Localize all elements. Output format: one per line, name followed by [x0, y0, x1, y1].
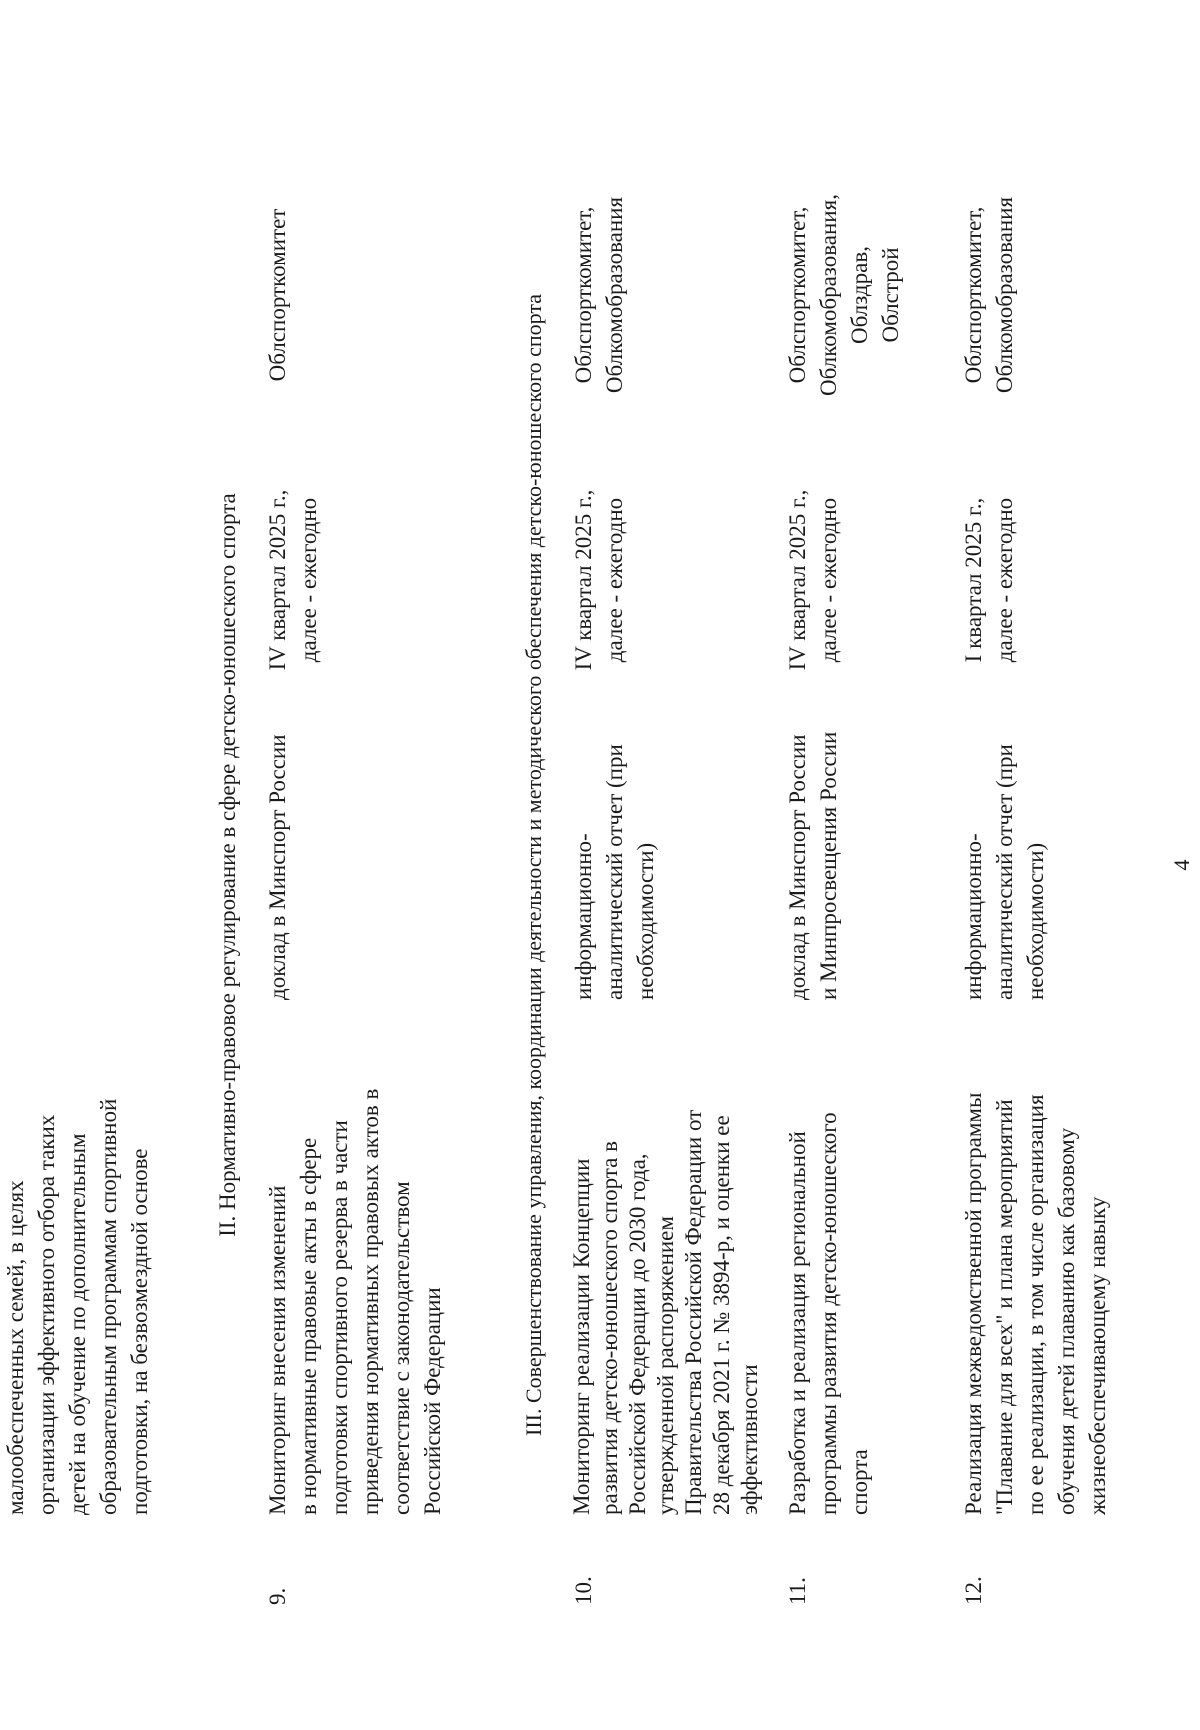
event-line: программы развития детско-юношеского [816, 1112, 841, 1515]
row-number: 9. [265, 1587, 290, 1605]
row-event [958, 1005, 1113, 1515]
event-line: Мониторинг реализации Концепции [569, 1158, 594, 1515]
event-line: Разработка и реализация региональной [785, 1131, 810, 1515]
event-line: обучения детей плаванию как базовому [1054, 1127, 1079, 1515]
responsible-line: Облспорткомитет, [961, 206, 986, 384]
responsible-line: Облкомобразования [992, 196, 1017, 394]
intro-line: малообеспеченных семей, в целях [3, 1180, 28, 1515]
row-result [958, 700, 1051, 1000]
event-line: по ее реализации, в том числе организация [1023, 1094, 1048, 1515]
page-number: 4 [1169, 859, 1194, 871]
result-line: необходимости) [1023, 842, 1048, 1000]
responsible-line: Облздрав, [847, 246, 872, 344]
event-line: "Плавание для всех" и плана мероприятий [992, 1099, 1017, 1515]
event-line: соответствие с законодательством [389, 1181, 414, 1515]
event-line: подготовки спортивного резерва в части [327, 1120, 352, 1515]
deadline-line: IV квартал 2025 г., [571, 489, 596, 671]
deadline-line: далее - ежегодно [816, 497, 841, 663]
row-responsible [262, 145, 293, 445]
row-responsible [568, 145, 630, 445]
event-line: Реализация межведомственной программы [961, 1092, 986, 1515]
event-line: жизнеобеспечивающему навыку [1085, 1196, 1110, 1515]
event-line: спорта [847, 1449, 872, 1515]
responsible-line: Облстрой [878, 247, 903, 343]
row-number: 12. [961, 1576, 986, 1605]
responsible-line: Облспорткомитет [265, 208, 290, 382]
row-responsible [958, 145, 1020, 445]
responsible-line: Облспорткомитет, [571, 206, 596, 384]
row-result [262, 700, 293, 1000]
event-line: Правительства Российской Федерации от [681, 1109, 706, 1515]
row-event [262, 1005, 448, 1515]
section-3-title: III. Совершенствование управления, координации деятельности и методического обеспечения детско-юношеского спорта [521, 294, 546, 1436]
row-number: 11. [785, 1577, 810, 1605]
deadline-line: далее - ежегодно [296, 497, 321, 663]
result-line: необходимости) [633, 842, 658, 1000]
result-line: аналитический отчет (при [992, 744, 1017, 1000]
intro-continuation [0, 1005, 155, 1515]
row-deadline [568, 470, 630, 690]
deadline-line: IV квартал 2025 г., [785, 489, 810, 671]
result-line: и Минпросвещения России [816, 731, 841, 1000]
row-event [568, 1005, 764, 1515]
deadline-line: I квартал 2025 г., [961, 497, 986, 663]
intro-line: детей на обучение по дополнительным [65, 1133, 90, 1515]
result-line: аналитический отчет (при [602, 744, 627, 1000]
event-line: утвержденной распоряжением [653, 1216, 678, 1515]
event-line: 28 декабря 2021 г. № 3894-р, и оценки ее [709, 1115, 734, 1515]
event-line: Российской Федерации [420, 1287, 445, 1515]
event-line: приведения нормативных правовых актов в [358, 1088, 383, 1515]
row-result [568, 700, 661, 1000]
responsible-line: Облкомобразования [602, 196, 627, 394]
row-event [782, 1005, 875, 1515]
row-responsible [782, 145, 906, 445]
intro-line: образовательным программам спортивной [96, 1098, 121, 1515]
row-result [782, 700, 844, 1000]
responsible-line: Облспорткомитет, [785, 206, 810, 384]
responsible-line: Облкомобразования, [816, 194, 841, 396]
result-line: информационно- [961, 833, 986, 1000]
deadline-line: IV квартал 2025 г., [265, 489, 290, 671]
event-line: развития детско-юношеского спорта в [597, 1141, 622, 1515]
row-deadline [958, 470, 1020, 690]
row-deadline [262, 470, 324, 690]
event-line: Мониторинг внесения изменений [265, 1185, 290, 1515]
deadline-line: далее - ежегодно [992, 497, 1017, 663]
event-line: в нормативные правовые акты в сфере [296, 1137, 321, 1515]
result-line: доклад в Минспорт России [265, 734, 290, 1000]
row-number: 10. [571, 1576, 596, 1605]
result-line: информационно- [571, 833, 596, 1000]
section-2-title: II. Нормативно-правовое регулирование в сфере детско-юношеского спорта [215, 493, 240, 1237]
deadline-line: далее - ежегодно [602, 497, 627, 663]
event-line: эффективности [737, 1364, 762, 1515]
row-deadline [782, 470, 844, 690]
intro-line: организации эффективного отбора таких [34, 1114, 59, 1515]
event-line: Российской Федерации до 2030 года, [625, 1153, 650, 1515]
rotated-table-sheet [0, 105, 1200, 1625]
result-line: доклад в Минспорт России [785, 734, 810, 1000]
intro-line: подготовки, на безвозмездной основе [127, 1148, 152, 1515]
